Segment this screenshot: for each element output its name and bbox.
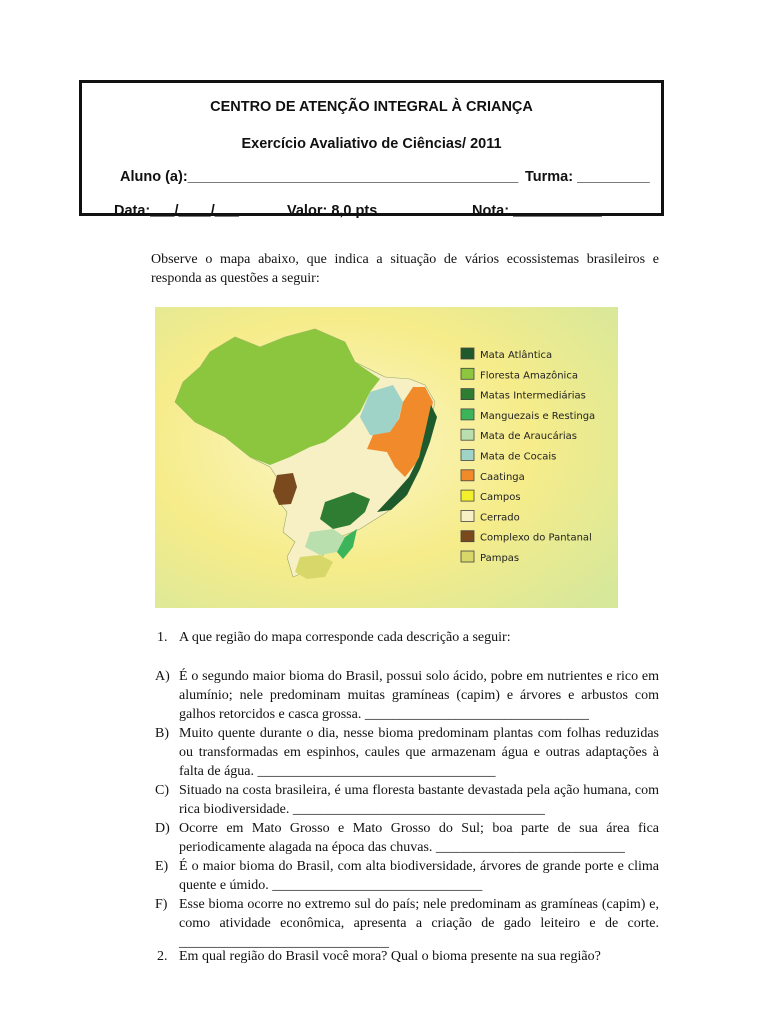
question-1-number: 1. <box>157 630 168 645</box>
item-text: Ocorre em Mato Grosso e Mato Grosso do Sul; boa parte de sua área fica periodicamente alagada na época das chuvas. ___________________________ <box>179 821 659 855</box>
item-text: Muito quente durante o dia, nesse bioma predominam plantas com folhas reduzidas ou transformadas em espinhos, caules que armazenam água e outras adaptações à falta de água. __________________________________ <box>179 726 659 779</box>
legend-swatch <box>461 389 474 400</box>
list-item <box>155 781 659 819</box>
list-item <box>155 724 659 781</box>
item-text: Esse bioma ocorre no extremo sul do país; nele predominam as gramíneas (capim) e, como atividade econômica, apresenta a criação de gado leiteiro e de corte. ______________________________ <box>179 897 659 950</box>
legend-swatch <box>461 368 474 379</box>
intro-paragraph: Observe o mapa abaixo, que indica a situação de vários ecossistemas brasileiros e responda as questões a seguir: <box>151 252 659 286</box>
legend-swatch <box>461 348 474 359</box>
question-2 <box>157 947 601 966</box>
item-text: É o maior bioma do Brasil, com alta biodiversidade, árvores de grande porte e clima quente e úmido. ______________________________ <box>179 859 659 893</box>
exam-subtitle: Exercício Avaliativo de Ciências/ 2011 <box>241 136 502 152</box>
biome-map-svg <box>155 307 618 608</box>
list-item <box>155 667 659 724</box>
legend-label: Cerrado <box>480 512 520 524</box>
item-letter: F) <box>155 897 168 912</box>
header-box <box>79 80 664 219</box>
legend-label: Mata Atlântica <box>480 350 553 361</box>
item-letter: B) <box>155 726 169 741</box>
list-item <box>155 857 659 895</box>
item-letter: C) <box>155 783 169 798</box>
value-field: Valor: 8,0 pts <box>287 203 378 219</box>
question-1 <box>157 628 511 647</box>
item-letter: D) <box>155 821 170 836</box>
legend-swatch <box>461 429 474 440</box>
question-1-text: A que região do mapa corresponde cada descrição a seguir: <box>179 630 511 645</box>
legend-swatch <box>461 409 474 420</box>
item-letter: A) <box>155 669 170 684</box>
legend-swatch <box>461 470 474 481</box>
student-name-field: Aluno (a):_________________________________________ <box>120 169 519 185</box>
list-item <box>155 895 659 952</box>
legend-swatch <box>461 531 474 542</box>
question-2-text: Em qual região do Brasil você mora? Qual o bioma presente na sua região? <box>179 949 601 964</box>
legend-label: Mata de Cocais <box>480 451 557 463</box>
item-text: Situado na costa brasileira, é uma floresta bastante devastada pela ação humana, com rica biodiversidade. ____________________________________ <box>179 783 659 817</box>
description-list <box>155 667 659 952</box>
biome-map <box>155 307 618 608</box>
legend-swatch <box>461 551 474 562</box>
school-title: CENTRO DE ATENÇÃO INTEGRAL À CRIANÇA <box>210 99 533 115</box>
legend-label: Pampas <box>480 553 520 564</box>
question-2-number: 2. <box>157 949 168 964</box>
legend-label: Floresta Amazônica <box>480 370 578 382</box>
list-item <box>155 819 659 857</box>
date-field: Data:___/____/___ <box>114 203 239 219</box>
grade-field: Nota: ___________ <box>472 203 602 219</box>
class-field: Turma: _________ <box>525 169 650 185</box>
legend-swatch <box>461 450 474 461</box>
legend-label: Caatinga <box>480 471 525 483</box>
legend-label: Campos <box>480 492 521 504</box>
item-letter: E) <box>155 859 169 874</box>
legend-swatch <box>461 490 474 501</box>
item-text: É o segundo maior bioma do Brasil, possui solo ácido, pobre em nutrientes e rico em alumínio; nele predominam muitas gramíneas (capim) e árvores e arbustos com galhos retorcidos e casca grossa. ________________________________ <box>179 669 659 722</box>
legend-label: Manguezais e Restinga <box>480 410 596 422</box>
legend-label: Matas Intermediárias <box>480 390 586 402</box>
legend-label: Complexo do Pantanal <box>480 532 592 544</box>
legend-label: Mata de Araucárias <box>480 431 577 443</box>
legend-swatch <box>461 510 474 521</box>
